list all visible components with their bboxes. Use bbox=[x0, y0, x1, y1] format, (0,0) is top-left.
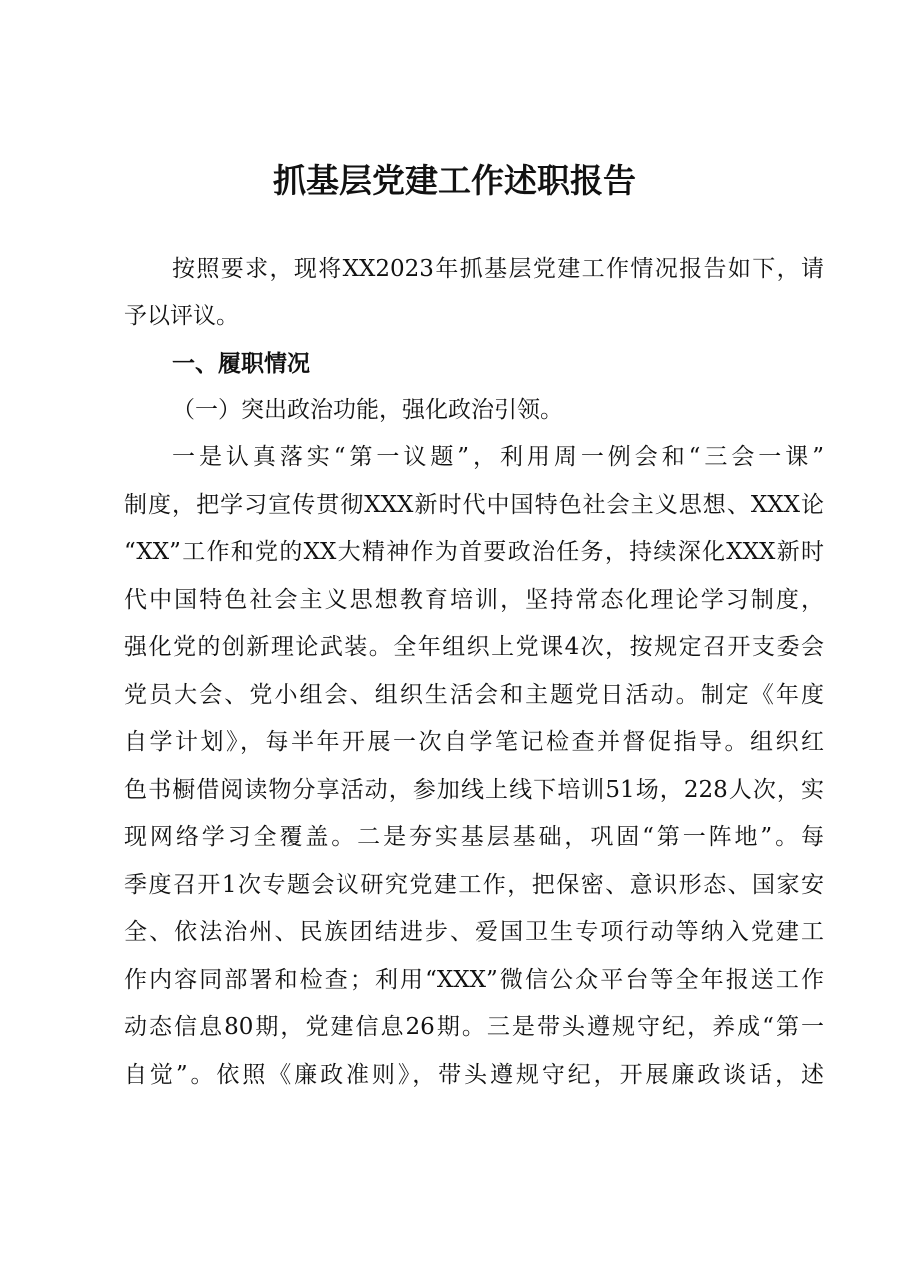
section-heading: 一、履职情况 bbox=[172, 350, 310, 377]
paragraph-line: 色书橱借阅读物分享活动，参加线上线下培训51场，228人次，实 bbox=[124, 777, 824, 803]
paragraph-line: 自学计划》，每半年开展一次自学笔记检查并督促指导。组织红 bbox=[124, 729, 824, 755]
paragraph-line: 强化党的创新理论武装。全年组织上党课4次，按规定召开支委会 bbox=[124, 634, 824, 660]
paragraph-line: 动态信息80期，党建信息26期。三是带头遵规守纪，养成“第一 bbox=[124, 1014, 824, 1040]
paragraph-line: 一是认真落实“第一议题”，利用周一例会和“三会一课” bbox=[172, 444, 824, 470]
intro-line: 按照要求，现将XX2023年抓基层党建工作情况报告如下，请 bbox=[172, 256, 824, 282]
paragraph-line: “XX”工作和党的XX大精神作为首要政治任务，持续深化XXX新时 bbox=[124, 539, 824, 565]
paragraph-line: 自觉”。依照《廉政准则》，带头遵规守纪，开展廉政谈话，述 bbox=[124, 1062, 824, 1088]
paragraph-line: 季度召开1次专题会议研究党建工作，把保密、意识形态、国家安 bbox=[124, 872, 824, 898]
subsection-heading: （一）突出政治功能，强化政治引领。 bbox=[172, 397, 563, 423]
paragraph-line: 代中国特色社会主义思想教育培训，坚持常态化理论学习制度， bbox=[124, 587, 824, 613]
paragraph-line: 全、依法治州、民族团结进步、爱国卫生专项行动等纳入党建工 bbox=[124, 919, 824, 945]
paragraph-line: 作内容同部署和检查；利用“XXX”微信公众平台等全年报送工作 bbox=[124, 967, 824, 993]
intro-line: 予以评议。 bbox=[124, 303, 239, 329]
paragraph-line: 现网络学习全覆盖。二是夯实基层基础，巩固“第一阵地”。每 bbox=[124, 824, 824, 850]
paragraph-line: 制度，把学习宣传贯彻XXX新时代中国特色社会主义思想、XXX论 bbox=[124, 492, 824, 518]
paragraph-line: 党员大会、党小组会、组织生活会和主题党日活动。制定《年度 bbox=[124, 682, 824, 708]
document-title: 抓基层党建工作述职报告 bbox=[273, 161, 636, 200]
